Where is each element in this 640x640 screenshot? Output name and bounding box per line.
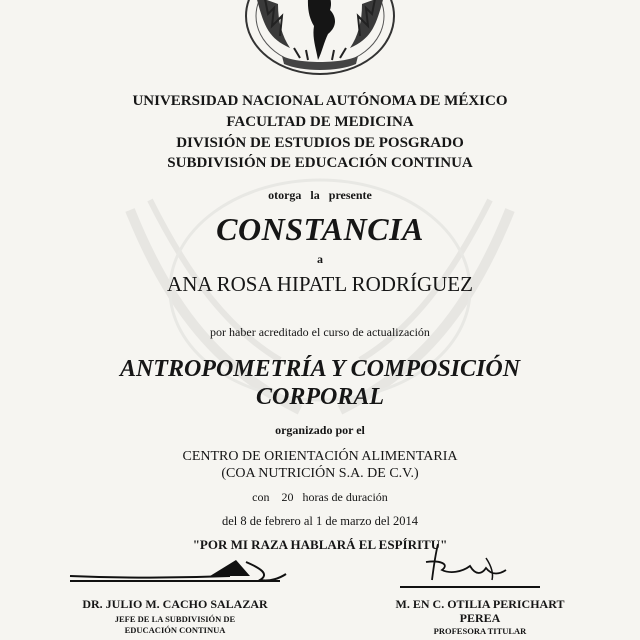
to-text: a: [317, 252, 323, 266]
unam-seal-logo: [238, 0, 402, 86]
signature-right: [420, 540, 530, 590]
division-name: DIVISIÓN DE ESTUDIOS DE POSGRADO: [176, 135, 464, 151]
signatory-1-title-line2: EDUCACIÓN CONTINUA: [124, 625, 226, 635]
motto: "POR MI RAZA HABLARÁ EL ESPÍRITU": [192, 537, 448, 552]
subdivision-name: SUBDIVISIÓN DE EDUCACIÓN CONTINUA: [167, 155, 473, 171]
duration-prefix: con: [252, 490, 270, 504]
signatory-1-title-line1: JEFE DE LA SUBDIVISIÓN DE: [114, 614, 236, 624]
university-name: UNIVERSIDAD NACIONAL AUTÓNOMA DE MÉXICO: [132, 93, 508, 109]
duration-hours: 20: [281, 490, 294, 504]
faculty-name: FACULTAD DE MEDICINA: [226, 114, 414, 130]
course-title-line1: ANTROPOMETRÍA Y COMPOSICIÓN: [119, 356, 521, 382]
signatory-2-name-line2: PEREA: [459, 611, 501, 625]
signature-line-right: [400, 586, 540, 588]
course-title-line2: CORPORAL: [255, 384, 384, 410]
duration-text: [0, 490, 640, 505]
signatory-2-name-line1: M. EN C. OTILIA PERICHART: [395, 597, 565, 611]
document-title: CONSTANCIA: [216, 211, 424, 247]
signature-line-left: [70, 580, 280, 582]
signatory-1-name: DR. JULIO M. CACHO SALAZAR: [82, 597, 268, 611]
signature-left: [60, 554, 310, 594]
grants-text: otorga la presente: [268, 188, 372, 202]
organizer-company: (COA NUTRICIÓN S.A. DE C.V.): [221, 466, 419, 481]
reason-text: por haber acreditado el curso de actualización: [210, 325, 430, 339]
course-dates: del 8 de febrero al 1 de marzo del 2014: [221, 514, 419, 528]
organizer-name: CENTRO DE ORIENTACIÓN ALIMENTARIA: [182, 449, 458, 464]
organized-by-text: organizado por el: [275, 423, 365, 437]
duration-suffix: horas de duración: [302, 490, 388, 504]
recipient-name: ANA ROSA HIPATL RODRÍGUEZ: [167, 272, 473, 296]
signatory-2-title: PROFESORA TITULAR: [433, 626, 527, 636]
